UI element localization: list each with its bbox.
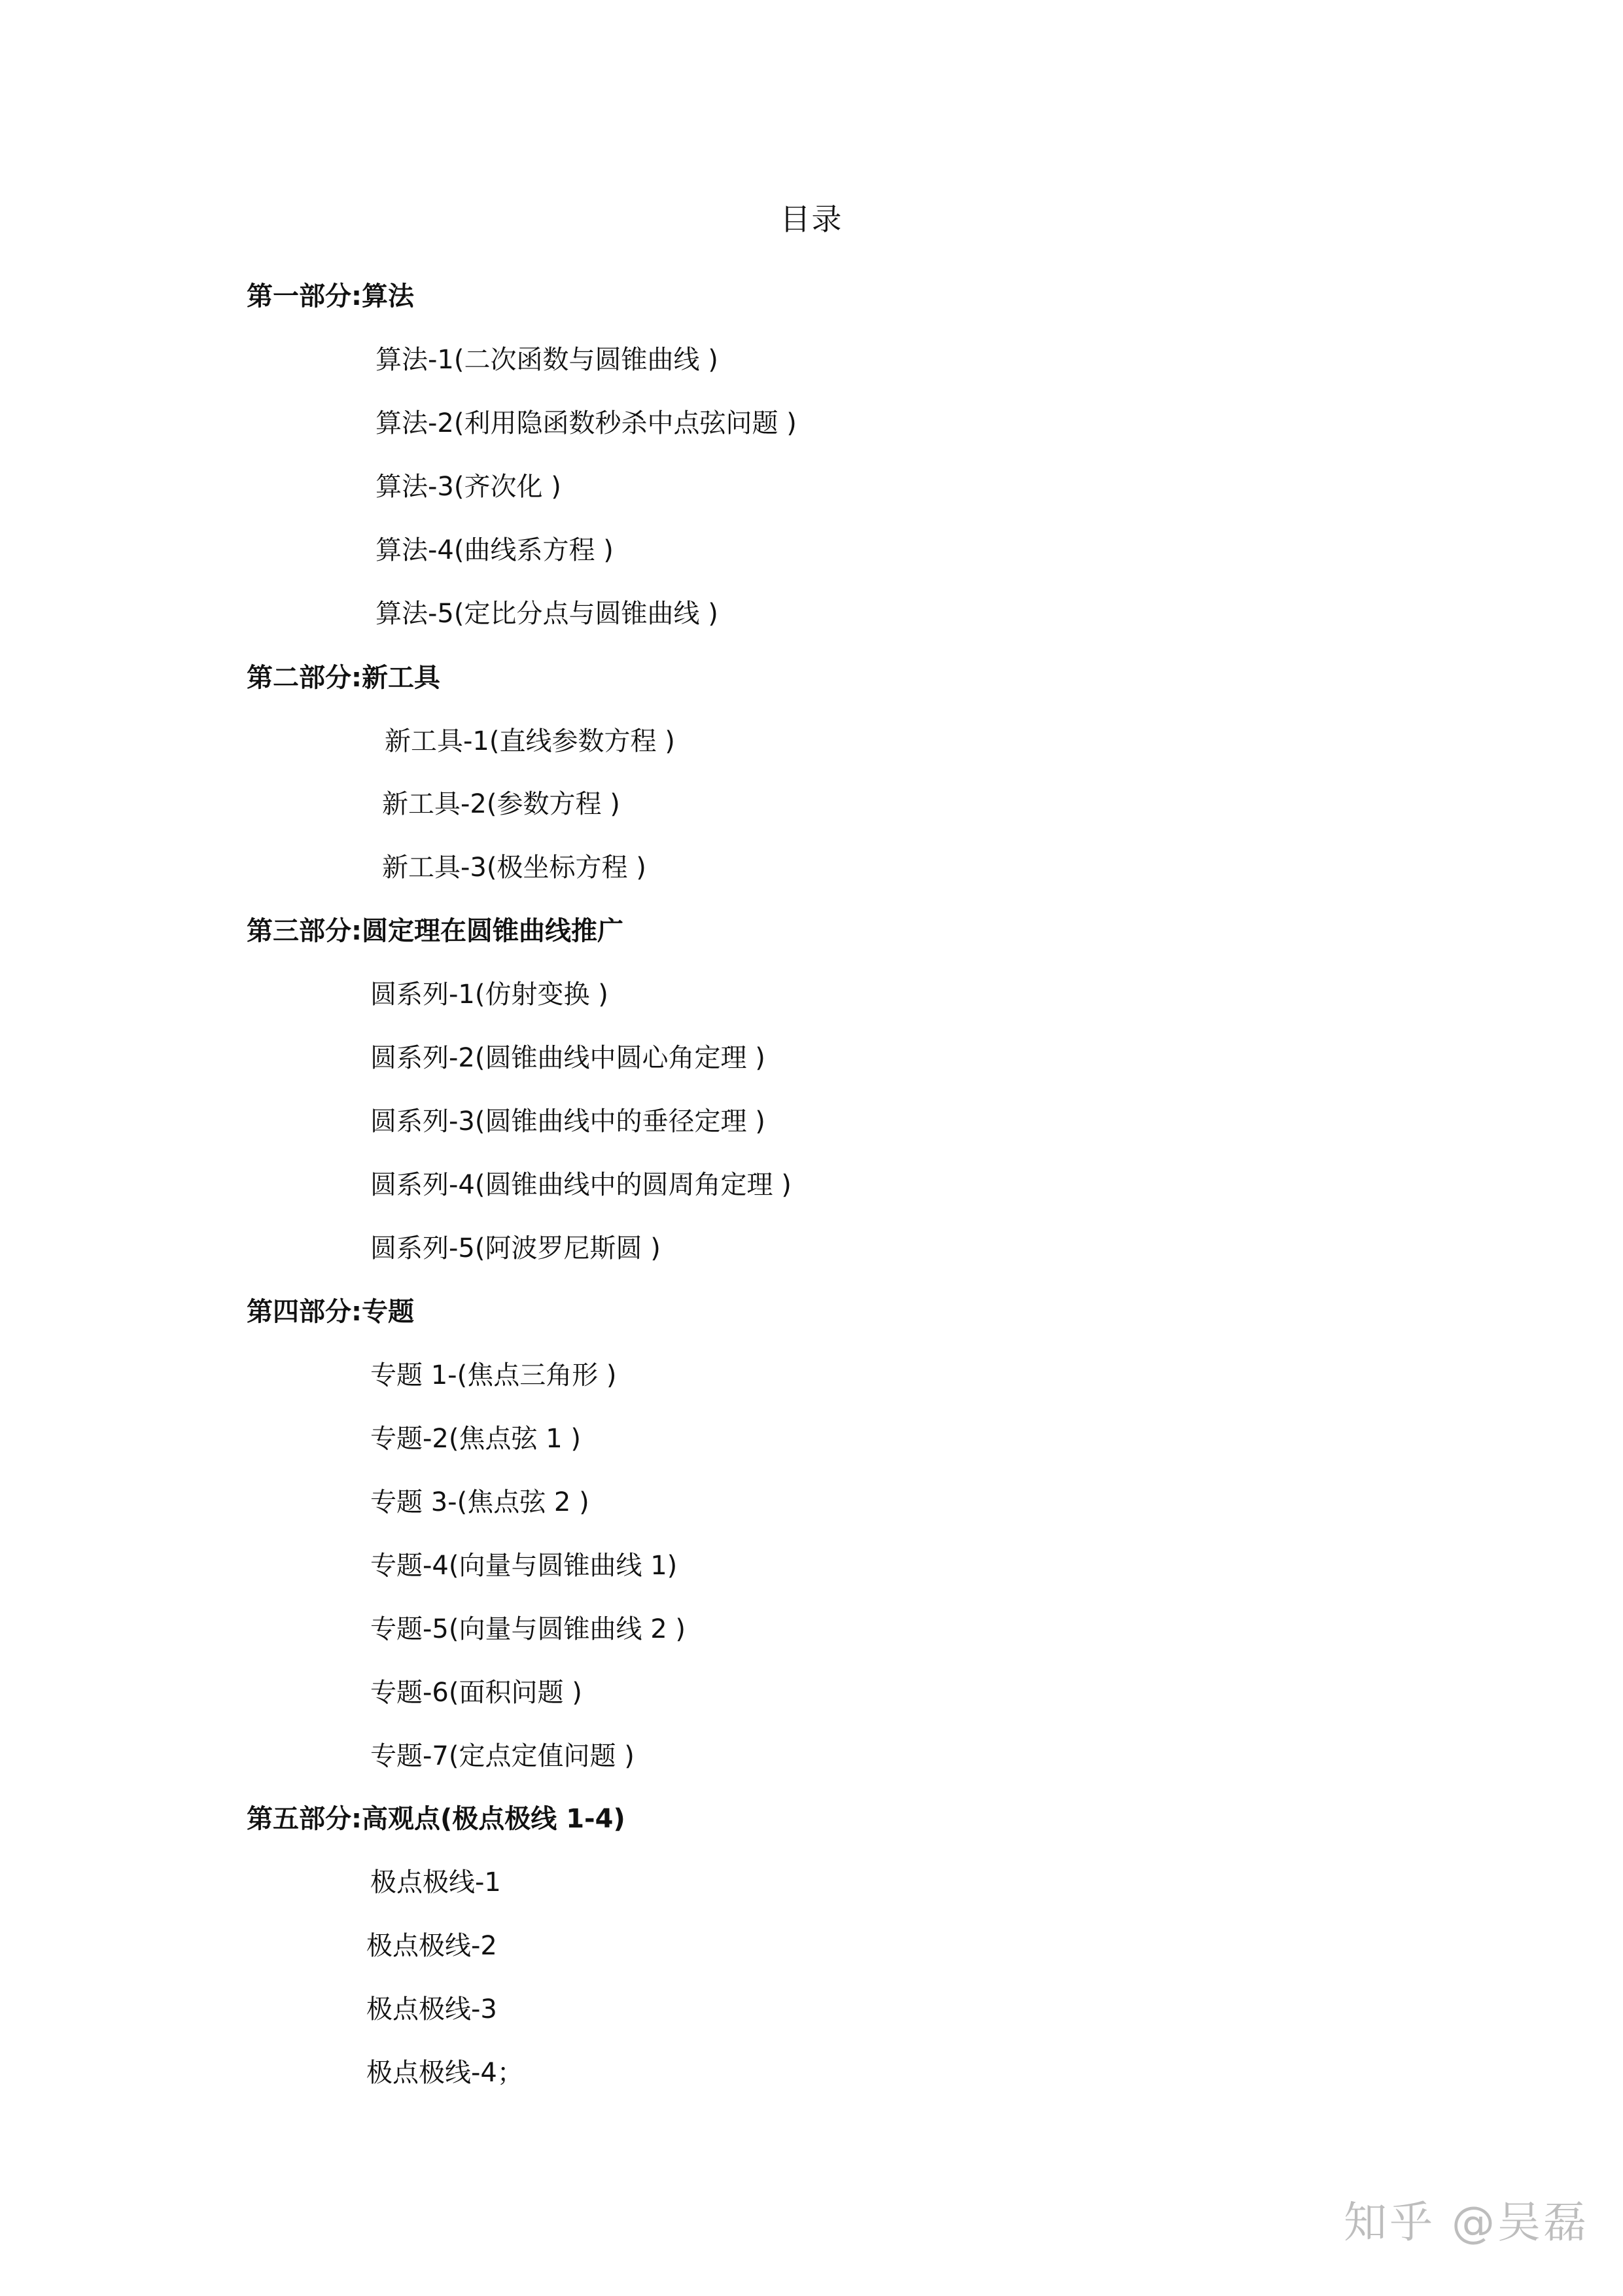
toc-item: 算法-2(利用隐函数秒杀中点弦问题 ): [375, 408, 797, 438]
section-heading-5: 第五部分:高观点(极点极线 1-4): [247, 1804, 625, 1834]
toc-item: 算法-4(曲线系方程 ): [375, 535, 614, 565]
toc-item: 算法-3(齐次化 ): [375, 472, 561, 502]
toc-item: 新工具-2(参数方程 ): [382, 789, 620, 819]
toc-item: 新工具-1(直线参数方程 ): [385, 726, 675, 756]
toc-item: 新工具-3(极坐标方程 ): [382, 853, 646, 883]
toc-item: 专题-4(向量与圆锥曲线 1): [370, 1551, 678, 1581]
toc-item: 圆系列-4(圆锥曲线中的圆周角定理 ): [370, 1170, 792, 1200]
toc-item: 专题 1-(焦点三角形 ): [370, 1360, 617, 1390]
toc-item: 专题-2(焦点弦 1 ): [370, 1424, 581, 1454]
toc-item: 专题-7(定点定值问题 ): [370, 1741, 635, 1771]
toc-item: 极点极线-2: [366, 1931, 497, 1961]
toc-item: 极点极线-4；: [366, 2058, 523, 2088]
section-heading-4: 第四部分:专题: [247, 1297, 414, 1327]
section-heading-3: 第三部分:圆定理在圆锥曲线推广: [247, 916, 623, 946]
toc-item: 算法-5(定比分点与圆锥曲线 ): [375, 599, 718, 629]
toc-item: 专题-5(向量与圆锥曲线 2 ): [370, 1614, 686, 1644]
toc-item: 算法-1(二次函数与圆锥曲线 ): [375, 345, 718, 375]
toc-item: 极点极线-3: [366, 1994, 497, 2024]
toc-item: 圆系列-3(圆锥曲线中的垂径定理 ): [370, 1106, 765, 1137]
section-heading-2: 第二部分:新工具: [247, 663, 440, 693]
toc-item: 专题 3-(焦点弦 2 ): [370, 1487, 589, 1517]
section-heading-1: 第一部分:算法: [247, 281, 414, 311]
toc-item: 极点极线-1: [370, 1867, 501, 1898]
toc-item: 圆系列-5(阿波罗尼斯圆 ): [370, 1233, 661, 1263]
page-title: 目录: [780, 202, 843, 237]
toc-item: 圆系列-1(仿射变换 ): [370, 980, 608, 1010]
toc-item: 专题-6(面积问题 ): [370, 1678, 582, 1708]
toc-item: 圆系列-2(圆锥曲线中圆心角定理 ): [370, 1043, 765, 1073]
watermark-text: 知乎 @吴磊: [1344, 2197, 1589, 2248]
